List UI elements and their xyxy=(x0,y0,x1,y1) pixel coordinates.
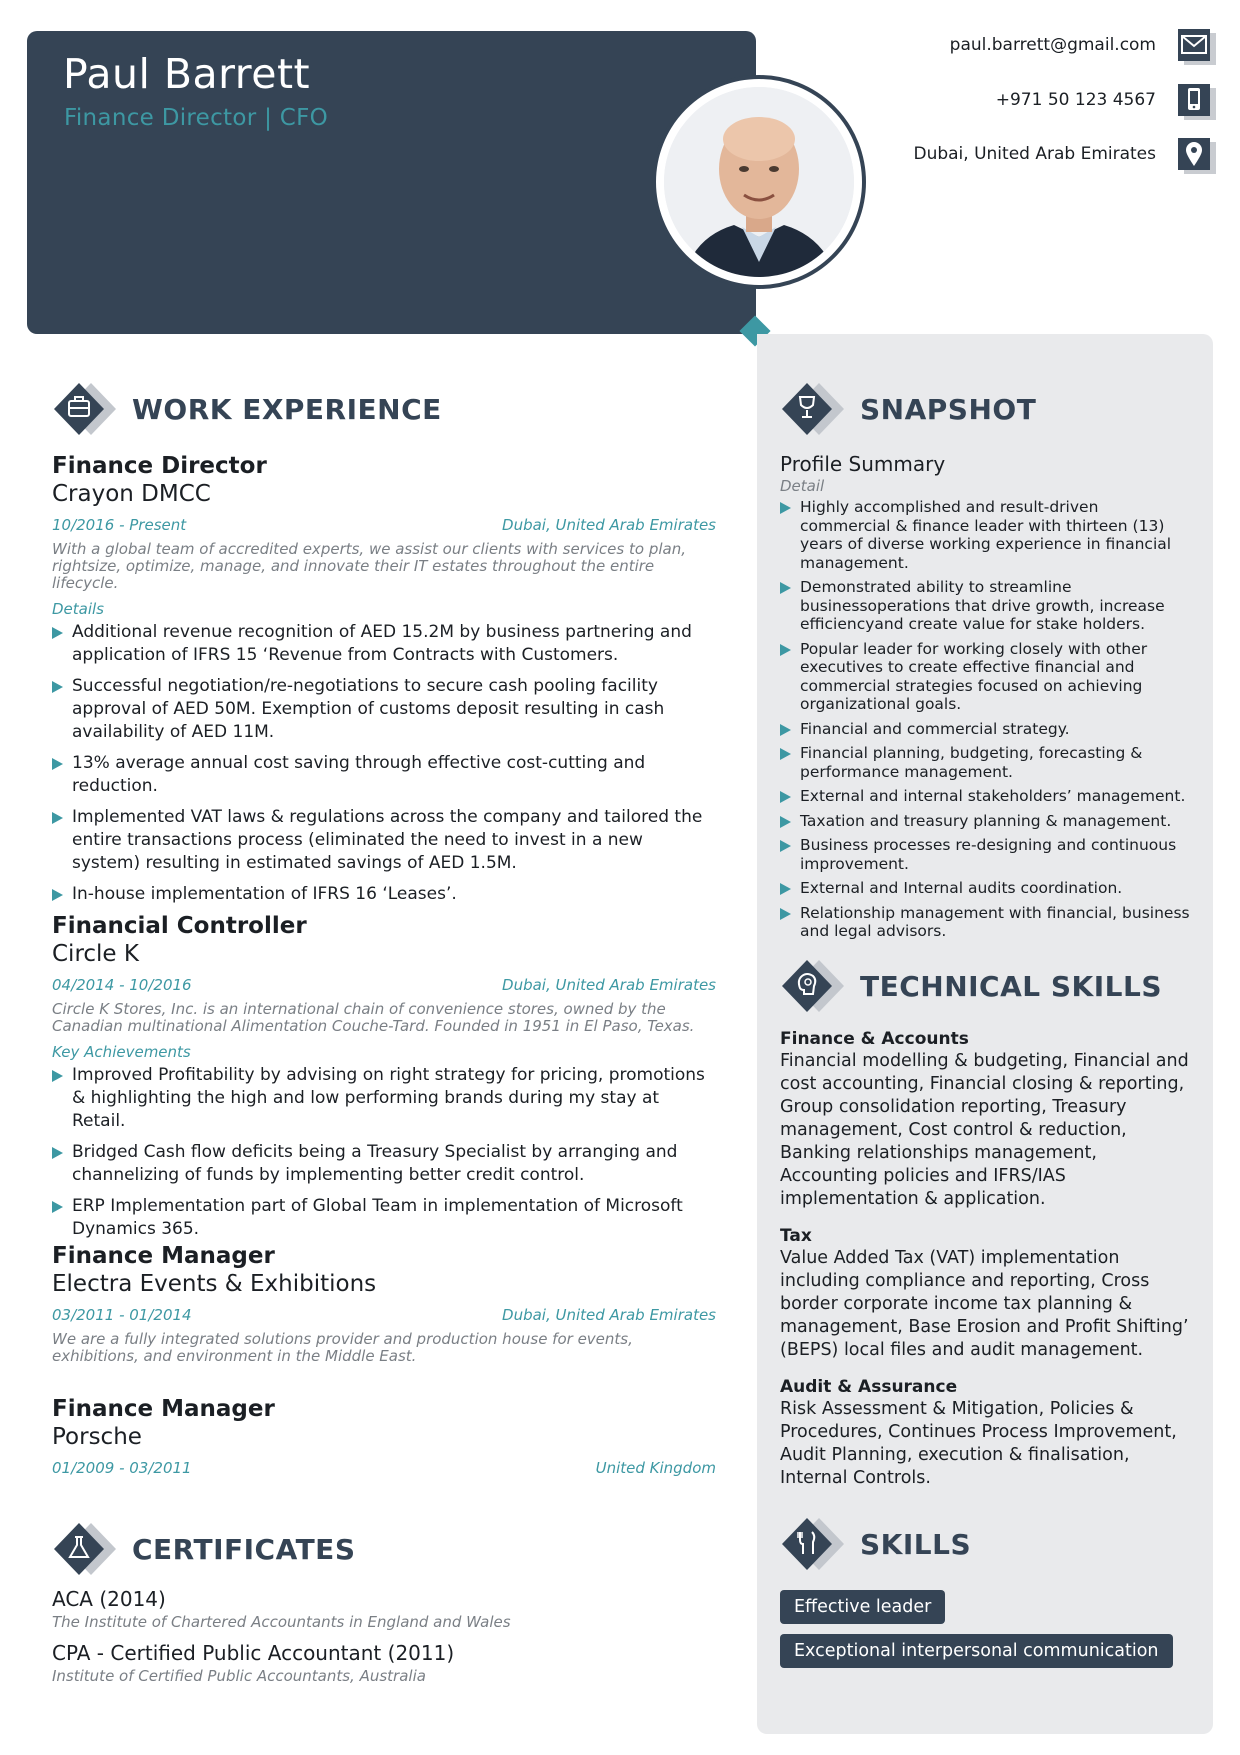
bullet-item: Additional revenue recognition of AED 15.2M by business partnering and application of IFRS 15 ‘Revenue from Contracts with Customers. xyxy=(52,621,716,667)
bullet-triangle-icon xyxy=(780,644,791,656)
job-bullets xyxy=(52,1064,716,1241)
job-meta xyxy=(52,1306,716,1328)
tools-icon xyxy=(780,1516,846,1572)
bullet-triangle-icon xyxy=(52,812,63,824)
bullet-triangle-icon xyxy=(780,840,791,852)
skill-group-heading: Audit & Assurance xyxy=(780,1377,958,1397)
skill-tag: Effective leader xyxy=(780,1590,945,1624)
bullet-item: Business processes re-designing and continuous improvement. xyxy=(780,836,1190,873)
bullet-triangle-icon xyxy=(780,502,791,514)
snapshot-title: SNAPSHOT xyxy=(860,393,1037,426)
job-title: Finance Manager xyxy=(52,1243,275,1269)
certificate-name: CPA - Certified Public Accountant (2011) xyxy=(52,1641,455,1665)
job-location: Dubai, United Arab Emirates xyxy=(502,976,716,994)
bullet-item: Financial planning, budgeting, forecasting & performance management. xyxy=(780,744,1190,781)
job-entry xyxy=(52,452,716,914)
briefcase-icon xyxy=(52,381,118,437)
skills-header xyxy=(780,1516,1180,1572)
mobile-phone-icon xyxy=(1178,82,1216,120)
trophy-icon xyxy=(780,381,846,437)
bullet-triangle-icon xyxy=(52,1147,63,1159)
contact-phone[interactable]: +971 50 123 4567 xyxy=(995,90,1156,110)
job-description: With a global team of accredited experts, we assist our clients with services to plan, rightsize, optimize, manage, and innovate their IT estates throughout the entire lifecycle. xyxy=(52,540,686,592)
certificates-header xyxy=(52,1521,452,1577)
bullet-item: External and internal stakeholders’ management. xyxy=(780,787,1190,806)
job-meta xyxy=(52,516,716,538)
contact-email-row xyxy=(820,27,1240,67)
job-bullets xyxy=(52,621,716,906)
contact-location: Dubai, United Arab Emirates xyxy=(913,144,1156,164)
bullet-triangle-icon xyxy=(52,627,63,639)
technical-skills-section xyxy=(780,1028,1190,1504)
bullet-triangle-icon xyxy=(52,1070,63,1082)
map-pin-icon xyxy=(1178,136,1216,174)
technical-skills-header xyxy=(780,958,1200,1014)
bullet-item: Implemented VAT laws & regulations across the company and tailored the entire transactions process (eliminated the need to invest in a new system) resulting in estimated savings of AED 1.5M. xyxy=(52,806,716,875)
bullet-triangle-icon xyxy=(780,724,791,736)
skill-group-text: Value Added Tax (VAT) implementation including compliance and reporting, Cross border corporate income tax planning & management, Base Erosion and Profit Shifting’ (BEPS) local files and audit management. xyxy=(780,1248,1189,1360)
flask-icon xyxy=(52,1521,118,1577)
job-subheading: Key Achievements xyxy=(52,1043,191,1061)
job-description: Circle K Stores, Inc. is an international chain of convenience stores, owned by the Canadian multinational Alimentation Couche-Tard. Founded in 1951 in El Paso, Texas. xyxy=(52,1000,695,1035)
work-experience-title: WORK EXPERIENCE xyxy=(132,393,442,426)
job-subheading: Details xyxy=(52,600,105,618)
job-dates: 03/2011 - 01/2014 xyxy=(52,1306,192,1324)
job-title: Financial Controller xyxy=(52,913,307,939)
job-title: Finance Manager xyxy=(52,1396,275,1422)
snapshot-heading: Profile Summary xyxy=(780,452,946,476)
bullet-item: Popular leader for working closely with other executives to create effective financial and commercial strategies focused on achieving organizational goals. xyxy=(780,640,1190,714)
skills-title: SKILLS xyxy=(860,1528,972,1561)
candidate-role: Finance Director | CFO xyxy=(64,105,329,131)
skill-group-text: Financial modelling & budgeting, Financial and cost accounting, Financial closing & reporting, Group consolidation reporting, Treasury management, Cost control & reduction, Banking relationships management, Accounting policies and IFRS/IAS implementation & application. xyxy=(780,1051,1189,1209)
job-dates: 04/2014 - 10/2016 xyxy=(52,976,192,994)
snapshot-header xyxy=(780,381,1180,437)
skill-group-text: Risk Assessment & Mitigation, Policies & Procedures, Continues Process Improvement, Audit Planning, execution & finalisation, Internal Controls. xyxy=(780,1399,1177,1488)
bullet-triangle-icon xyxy=(52,681,63,693)
work-experience-header xyxy=(52,381,452,437)
skill-tag: Exceptional interpersonal communication xyxy=(780,1634,1173,1668)
bullet-item: Financial and commercial strategy. xyxy=(780,720,1190,739)
bullet-triangle-icon xyxy=(52,758,63,770)
bullet-item: Bridged Cash flow deficits being a Treasury Specialist by arranging and channelizing of funds by implementing better credit control. xyxy=(52,1141,716,1187)
snapshot-subheading: Detail xyxy=(780,477,825,495)
certificate-name: ACA (2014) xyxy=(52,1587,166,1611)
job-entry xyxy=(52,912,716,1249)
job-title: Finance Director xyxy=(52,453,267,479)
certificates-title: CERTIFICATES xyxy=(132,1533,356,1566)
snapshot-bullets xyxy=(780,498,1190,941)
job-location: Dubai, United Arab Emirates xyxy=(502,1306,716,1324)
job-entry xyxy=(52,1395,716,1481)
bullet-triangle-icon xyxy=(780,582,791,594)
candidate-name: Paul Barrett xyxy=(63,50,311,98)
skill-group-heading: Tax xyxy=(780,1226,812,1246)
job-company: Circle K xyxy=(52,941,139,967)
job-description: We are a fully integrated solutions provider and production house for events, exhibitions, and environment in the Middle East. xyxy=(52,1330,633,1365)
job-meta xyxy=(52,1459,716,1481)
bullet-triangle-icon xyxy=(780,748,791,760)
contact-location-row xyxy=(820,136,1240,176)
bullet-item: Demonstrated ability to streamline businessoperations that drive growth, increase efficiencyand create value for stake holders. xyxy=(780,578,1190,634)
bullet-item: ERP Implementation part of Global Team in implementation of Microsoft Dynamics 365. xyxy=(52,1195,716,1241)
technical-skills-title: TECHNICAL SKILLS xyxy=(860,970,1162,1003)
bullet-triangle-icon xyxy=(52,889,63,901)
bullet-triangle-icon xyxy=(780,883,791,895)
certificate-issuer: The Institute of Chartered Accountants in England and Wales xyxy=(52,1613,511,1631)
job-dates: 01/2009 - 03/2011 xyxy=(52,1459,192,1477)
job-meta xyxy=(52,976,716,998)
bullet-item: Highly accomplished and result-driven commercial & finance leader with thirteen (13) years of diverse working experience in financial management. xyxy=(780,498,1190,572)
bullet-triangle-icon xyxy=(780,791,791,803)
certificate-issuer: Institute of Certified Public Accountants, Australia xyxy=(52,1667,426,1685)
skill-group-heading: Finance & Accounts xyxy=(780,1029,969,1049)
bullet-triangle-icon xyxy=(52,1201,63,1213)
bullet-item: Taxation and treasury planning & management. xyxy=(780,812,1190,831)
certificate-list xyxy=(52,1586,712,1694)
bullet-item: Successful negotiation/re-negotiations to secure cash pooling facility approval of AED 50M. Exemption of customs deposit resulting in cash availability of AED 11M. xyxy=(52,675,716,744)
job-company: Crayon DMCC xyxy=(52,481,211,507)
job-company: Porsche xyxy=(52,1424,142,1450)
bullet-item: In-house implementation of IFRS 16 ‘Leases’. xyxy=(52,883,716,906)
bullet-item: 13% average annual cost saving through effective cost-cutting and reduction. xyxy=(52,752,716,798)
brain-gear-icon xyxy=(780,958,846,1014)
job-dates: 10/2016 - Present xyxy=(52,516,187,534)
bullet-item: Relationship management with financial, business and legal advisors. xyxy=(780,904,1190,941)
contact-phone-row xyxy=(820,82,1240,122)
bullet-triangle-icon xyxy=(780,908,791,920)
contact-email[interactable]: paul.barrett@gmail.com xyxy=(949,35,1156,55)
bullet-triangle-icon xyxy=(780,816,791,828)
bullet-item: External and Internal audits coordination. xyxy=(780,879,1190,898)
job-location: United Kingdom xyxy=(595,1459,716,1477)
envelope-icon xyxy=(1178,27,1216,65)
job-company: Electra Events & Exhibitions xyxy=(52,1271,377,1297)
job-location: Dubai, United Arab Emirates xyxy=(502,516,716,534)
bullet-item: Improved Profitability by advising on right strategy for pricing, promotions & highlighting the high and low performing brands during my stay at Retail. xyxy=(52,1064,716,1133)
job-entry xyxy=(52,1242,716,1365)
snapshot-section xyxy=(780,452,1190,947)
